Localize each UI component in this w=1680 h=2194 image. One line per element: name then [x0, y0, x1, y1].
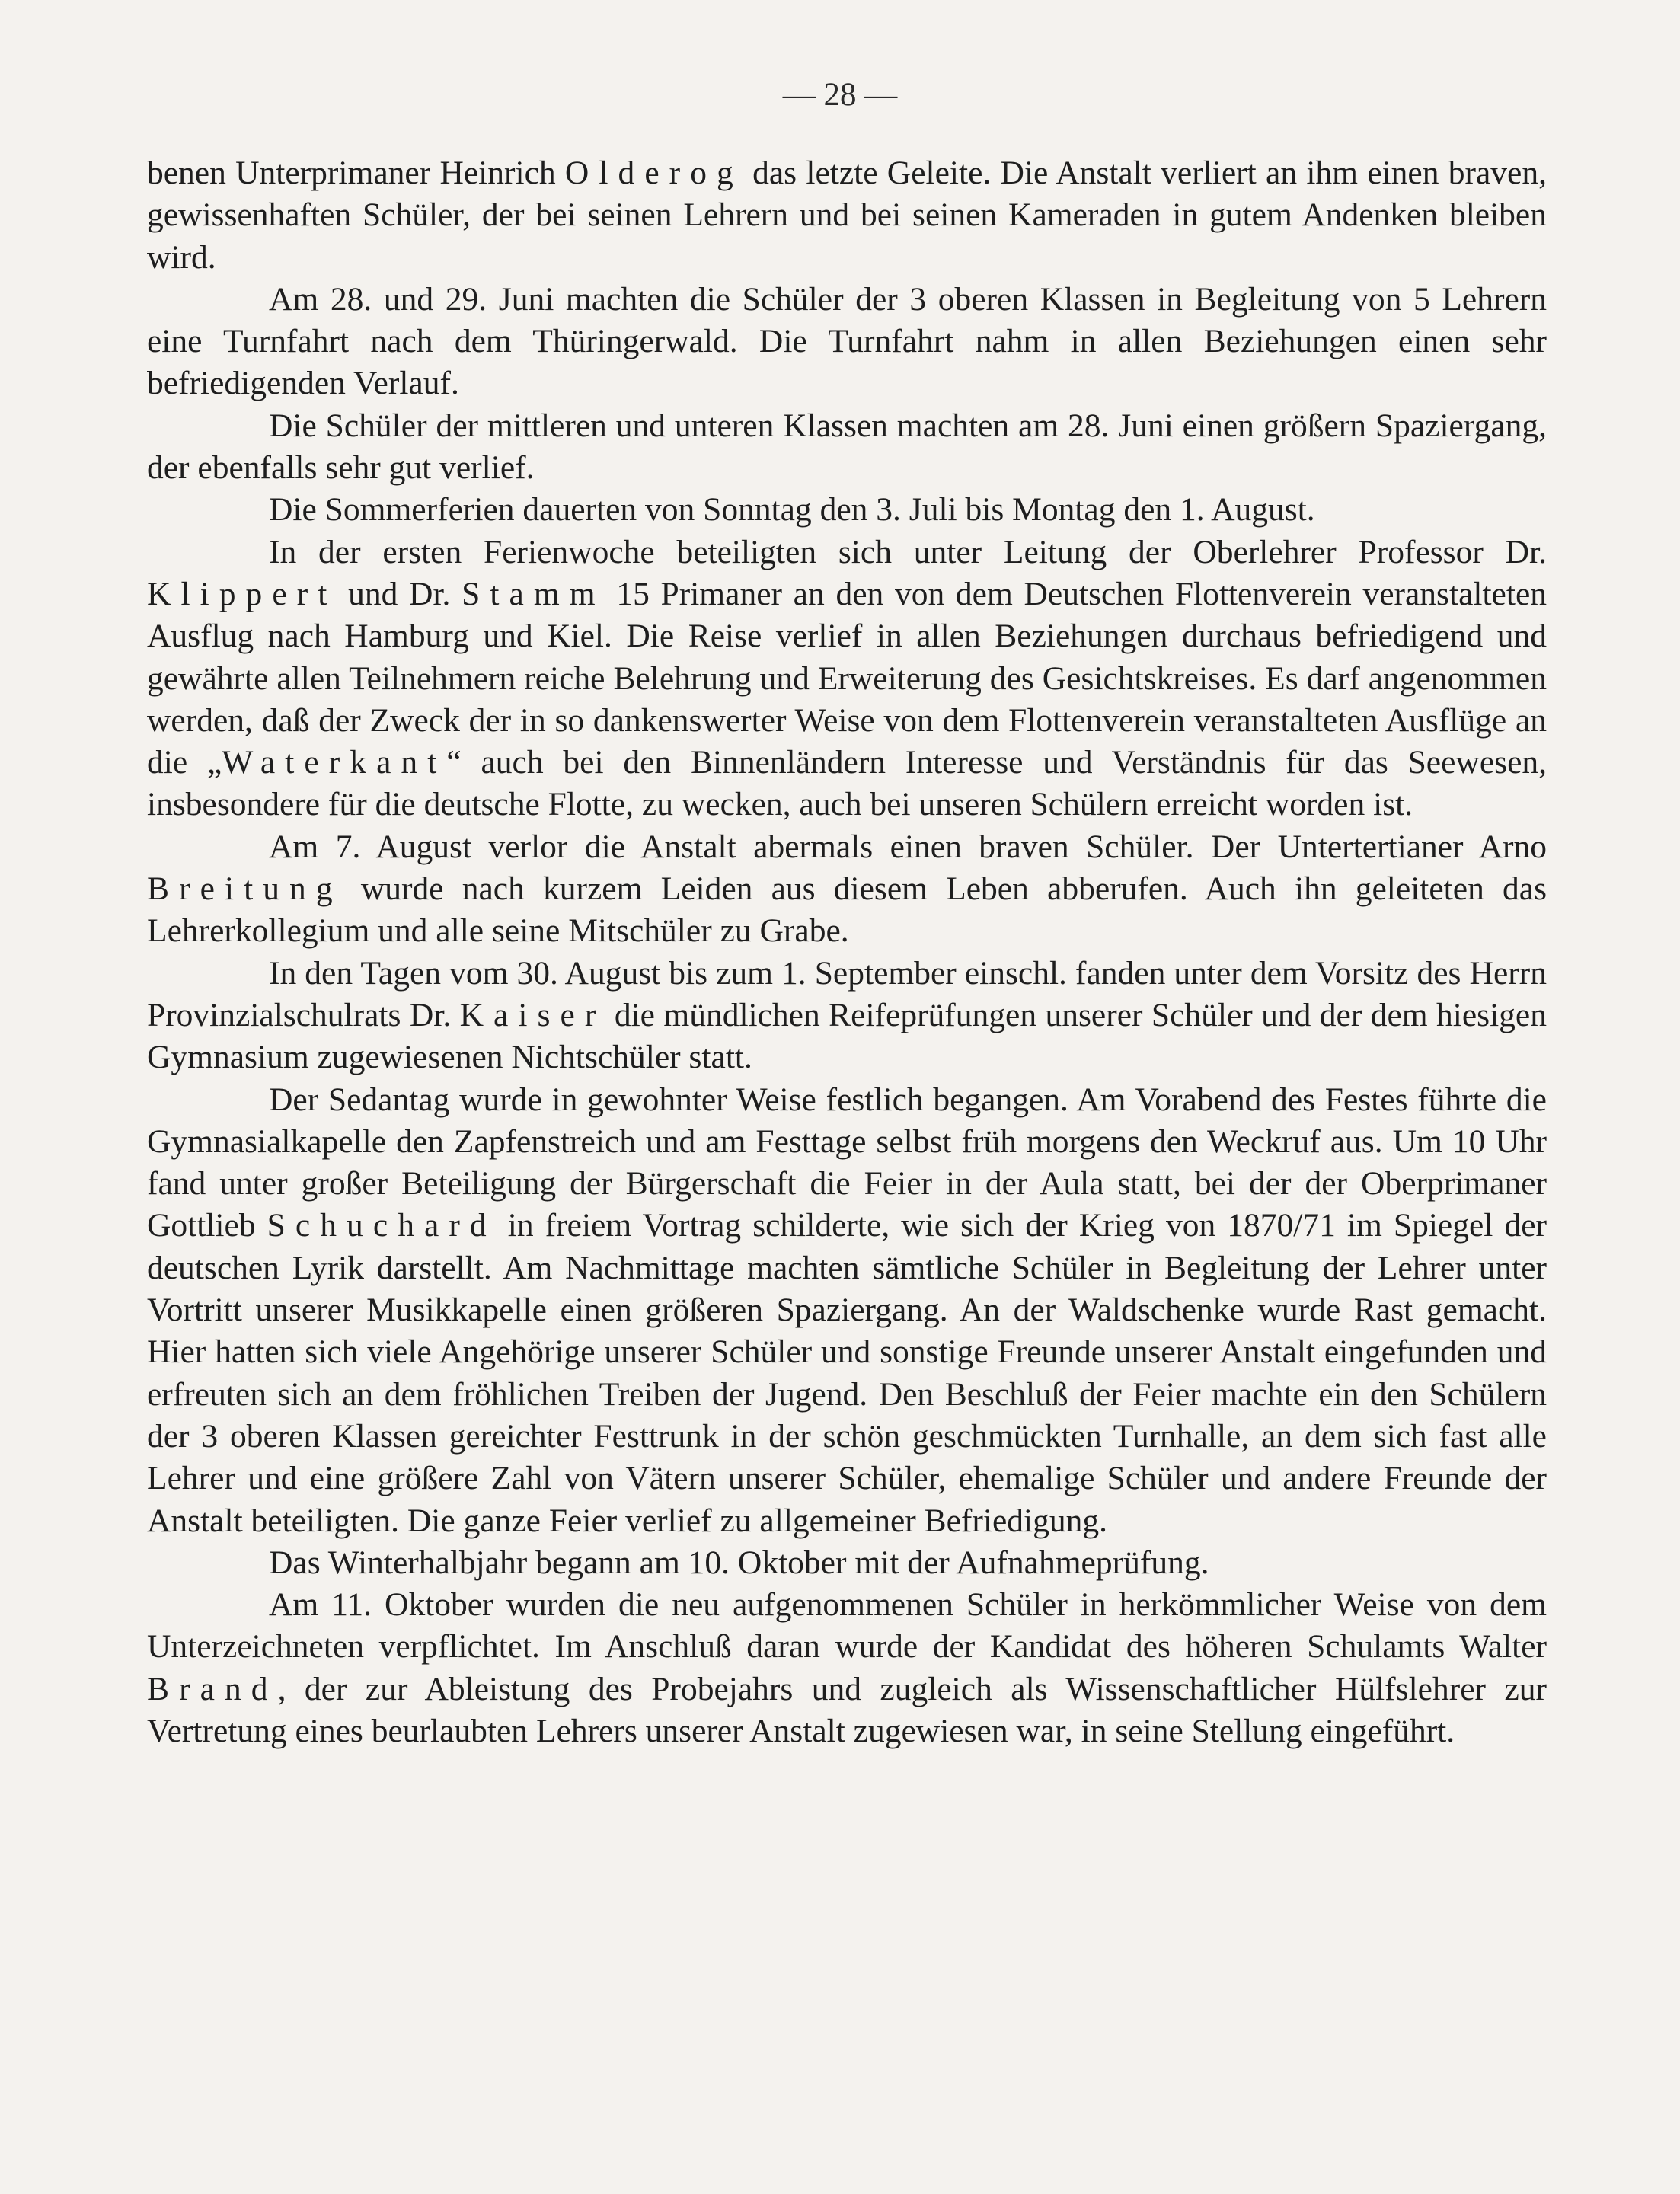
spaced-name: Stamm [462, 575, 605, 612]
text-run: , der zur Ableistung des Probejahrs und zugleich als Wissenschaftlicher Hülfslehrer zur Vertretung eines beurlaubten Lehrers unserer Anstalt zugewiesen war, in seine Stellung eingeführt. [147, 1670, 1547, 1749]
paragraph [147, 489, 1547, 531]
paragraph [147, 152, 1547, 279]
text-run: und Dr. [337, 575, 462, 612]
paragraph [147, 826, 1547, 953]
spaced-name: Schuchard [267, 1207, 497, 1244]
page-number: — 28 — [782, 77, 898, 113]
paragraph [147, 1542, 1547, 1584]
body-text [147, 152, 1547, 1752]
text-run: Die Schüler der mittleren und unteren Klassen machten am 28. Juni einen größern Spaziergang, der ebenfalls sehr gut verlief. [147, 407, 1547, 487]
text-run: Der Sedantag wurde in gewohnter Weise festlich begangen. Am Vorabend des Festes führte die Gymnasialkapelle den Zapfenstreich und am Festtage selbst früh morgens den Weckruf aus. Um 10 Uhr fand unter großer Beteiligung der Bürgerschaft die Feier in der Aula statt, bei der der Oberprimaner Gottlieb [147, 1081, 1547, 1244]
text-run: benen Unterprimaner Heinrich [147, 155, 565, 191]
paragraph [147, 953, 1547, 1079]
text-run: Am 11. Oktober wurden die neu aufgenommenen Schüler in herkömmlicher Weise von dem Unterzeichneten verpflichtet. Im Anschluß daran wurde der Kandidat des höheren Schulamts Walter [147, 1586, 1547, 1665]
text-run: die mündlichen Reifeprüfungen unserer Schüler und der dem hiesigen Gymnasium zugewiesenen Nichtschüler statt. [147, 996, 1547, 1076]
text-run: wurde nach kurzem Leiden aus diesem Leben abberufen. Auch ihn geleiteten das Lehrerkollegium und alle seine Mitschüler zu Grabe. [147, 870, 1547, 950]
text-run: in freiem Vortrag schilderte, wie sich der Krieg von 1870/71 im Spiegel der deutschen Lyrik darstellt. Am Nachmittage machten sämtliche Schüler in Begleitung der Lehrer unter Vortritt unserer Musikkapelle einen größeren Spaziergang. An der Waldschenke wurde Rast gemacht. Hier hatten sich viele Angehörige unserer Schüler und sonstige Freunde unserer Anstalt eingefunden und erfreuten sich an dem fröhlichen Treiben der Jugend. Den Beschluß der Feier machte ein den Schülern der 3 oberen Klassen gereichter Festtrunk in der schön geschmückten Turnhalle, an dem sich fast alle Lehrer und eine größere Zahl von Vätern unserer Schüler, ehemalige Schüler und andere Freunde der Anstalt beteiligten. Die ganze Feier verlief zu allgemeiner Befriedigung. [147, 1207, 1547, 1539]
spaced-name: Breitung [147, 870, 343, 908]
spaced-name: Waterkant [222, 744, 447, 781]
spaced-name: Klippert [147, 575, 337, 612]
text-run: Das Winterhalbjahr begann am 10. Oktober mit der Aufnahmeprüfung. [269, 1544, 1209, 1581]
spaced-name: Kaiser [459, 996, 606, 1033]
paragraph [147, 279, 1547, 405]
text-run: In der ersten Ferienwoche beteiligten sich unter Leitung der Oberlehrer Professor Dr. [269, 533, 1547, 570]
paragraph [147, 1584, 1547, 1752]
paragraph [147, 405, 1547, 490]
paragraph [147, 532, 1547, 826]
text-run: das letzte Geleite. Die Anstalt verliert an ihm einen braven, gewissenhaften Schüler, der bei seinen Lehrern und bei seinen Kameraden in gutem Andenken bleiben wird. [147, 155, 1547, 276]
text-run: 15 Primaner an den von dem Deutschen Flottenverein veranstalteten Ausflug nach Hamburg und Kiel. Die Reise verlief in allen Beziehungen durchaus befriedigend und gewährte allen Teilnehmern reiche Belehrung und Erweiterung des Gesichtskreises. Es darf angenommen werden, daß der Zweck der in so dankenswerter Weise von dem Flottenverein veranstalteten Ausflüge an die „ [147, 575, 1547, 781]
text-run: “ auch bei den Binnenländern Interesse und Verständnis für das Seewesen, insbesondere für die deutsche Flotte, zu wecken, auch bei unseren Schülern erreicht worden ist. [147, 744, 1547, 823]
text-run: Am 7. August verlor die Anstalt abermals einen braven Schüler. Der Untertertianer Arno [269, 828, 1547, 865]
spaced-name: Olderog [564, 155, 743, 191]
text-run: In den Tagen vom 30. August bis zum 1. September einschl. fanden unter dem Vorsitz des Herrn Provinzialschulrats Dr. [147, 954, 1547, 1033]
spaced-name: Brand [147, 1670, 278, 1707]
text-run: Am 28. und 29. Juni machten die Schüler der 3 oberen Klassen in Begleitung von 5 Lehrern eine Turnfahrt nach dem Thüringerwald. Die Turnfahrt nahm in allen Beziehungen einen sehr befriedigenden Verlauf. [147, 280, 1547, 402]
paragraph [147, 1079, 1547, 1542]
text-run: Die Sommerferien dauerten von Sonntag den 3. Juli bis Montag den 1. August. [269, 491, 1315, 529]
